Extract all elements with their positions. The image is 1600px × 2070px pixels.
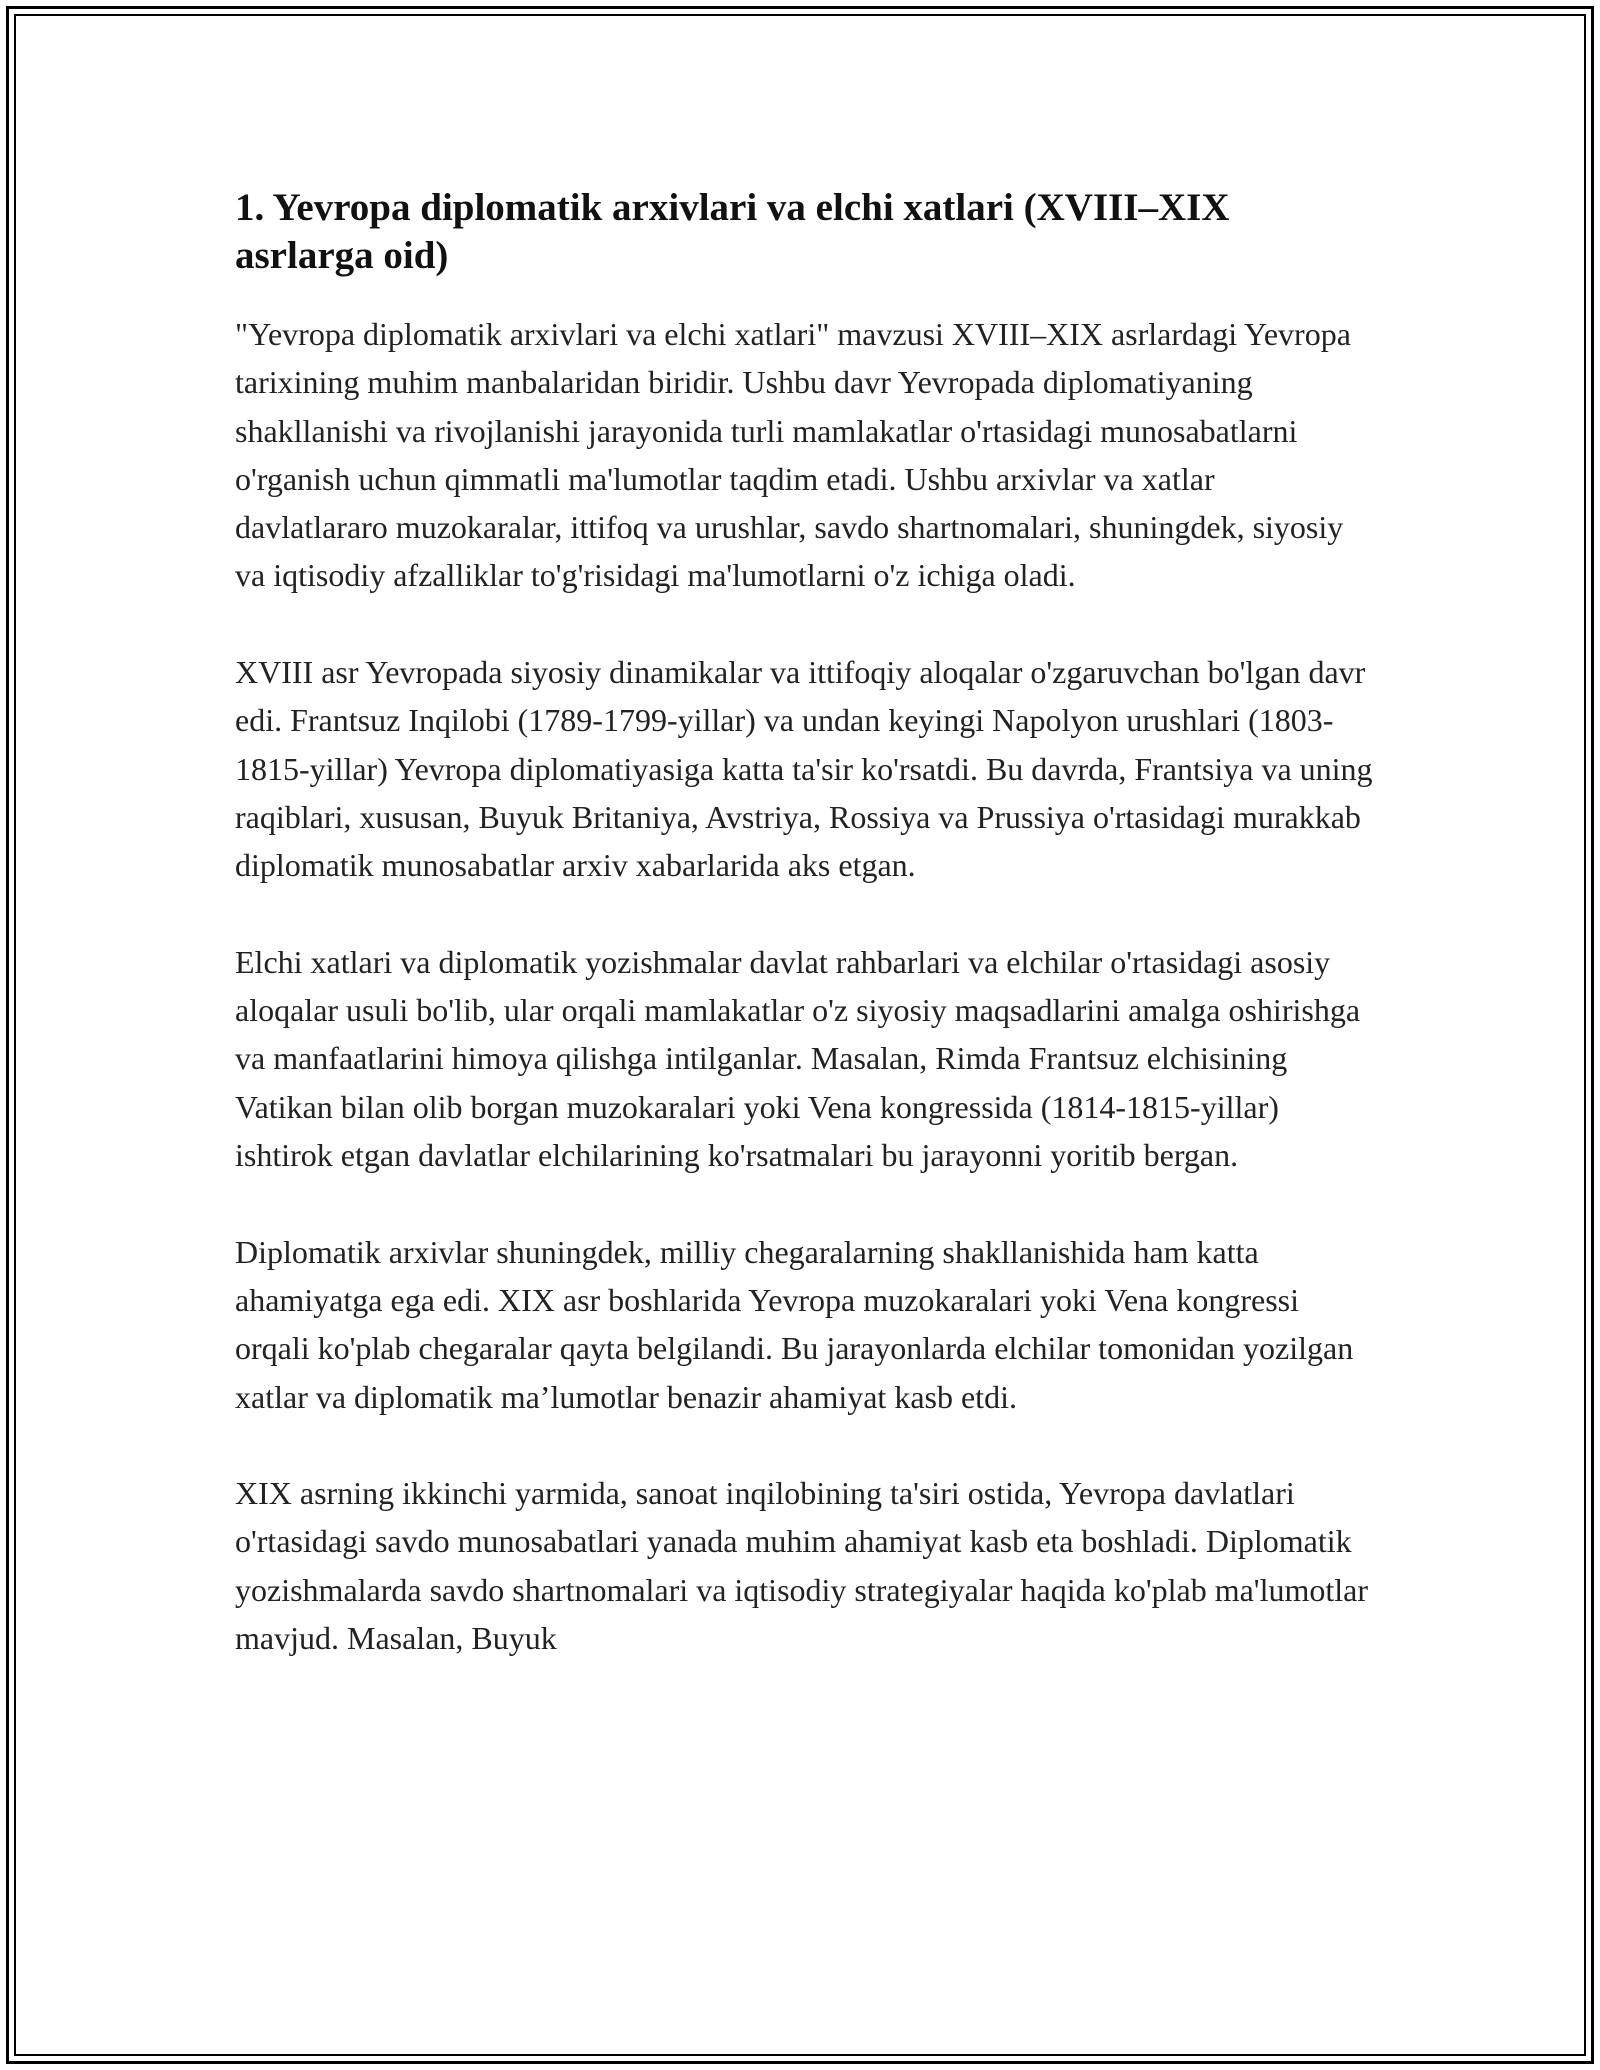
section-heading: 1. Yevropa diplomatik arxivlari va elchi xatlari (XVIII–XIX asrlarga oid) [235,186,1230,277]
paragraph-1: "Yevropa diplomatik arxivlari va elchi xatlari" mavzusi XVIII–XIX asrlardagi Yevropa tarixining muhim manbalaridan biridir. Ushbu davr Yevropada diplomatiyaning shakllanishi va rivojlanishi jarayonida turli mamlakatlar o'rtasidagi munosabatlarni o'rganish uchun qimmatli ma'lumotlar taqdim etadi. Ushbu arxivlar va xatlar davlatlararo muzokaralar, ittifoq va urushlar, savdo shartnomalari, shuningdek, siyosiy va iqtisodiy afzalliklar to'g'risidagi ma'lumotlarni o'z ichiga oladi. [235,316,1351,594]
document-body [235,184,1375,1711]
paragraph-2: XVIII asr Yevropada siyosiy dinamikalar va ittifoqiy aloqalar o'zgaruvchan bo'lgan davr edi. Frantsuz Inqilobi (1789-1799-yillar) va undan keyingi Napolyon urushlari (1803-1815-yillar) Yevropa diplomatiyasiga katta ta'sir ko'rsatdi. Bu davrda, Frantsiya va uning raqiblari, xususan, Buyuk Britaniya, Avstriya, Rossiya va Prussiya o'rtasidagi murakkab diplomatik munosabatlar arxiv xabarlarida aks etgan. [235,654,1373,884]
paragraph-3: Elchi xatlari va diplomatik yozishmalar davlat rahbarlari va elchilar o'rtasidagi asosiy aloqalar usuli bo'lib, ular orqali mamlakatlar o'z siyosiy maqsadlarini amalga oshirishga va manfaatlarini himoya qilishga intilganlar. Masalan, Rimda Frantsuz elchisining Vatikan bilan olib borgan muzokaralari yoki Vena kongressida (1814-1815-yillar) ishtirok etgan davlatlar elchilarining ko'rsatmalari bu jarayonni yoritib bergan. [235,943,1361,1174]
paragraph-5: XIX asrning ikkinchi yarmida, sanoat inqilobining ta'siri ostida, Yevropa davlatlari o'rtasidagi savdo munosabatlari yanada muhim ahamiyat kasb eta boshladi. Diplomatik yozishmalarda savdo shartnomalari va iqtisodiy strategiyalar haqida ko'plab ma'lumotlar mavjud. Masalan, Buyuk [235,1475,1368,1657]
paragraph-4: Diplomatik arxivlar shuningdek, milliy chegaralarning shakllanishida ham katta ahamiyatga ega edi. XIX asr boshlarida Yevropa muzokaralari yoki Vena kongressi orqali ko'plab chegaralar qayta belgilandi. Bu jarayonlarda elchilar tomonidan yozilgan xatlar va diplomatik ma’lumotlar benazir ahamiyat kasb etdi. [235,1233,1354,1415]
